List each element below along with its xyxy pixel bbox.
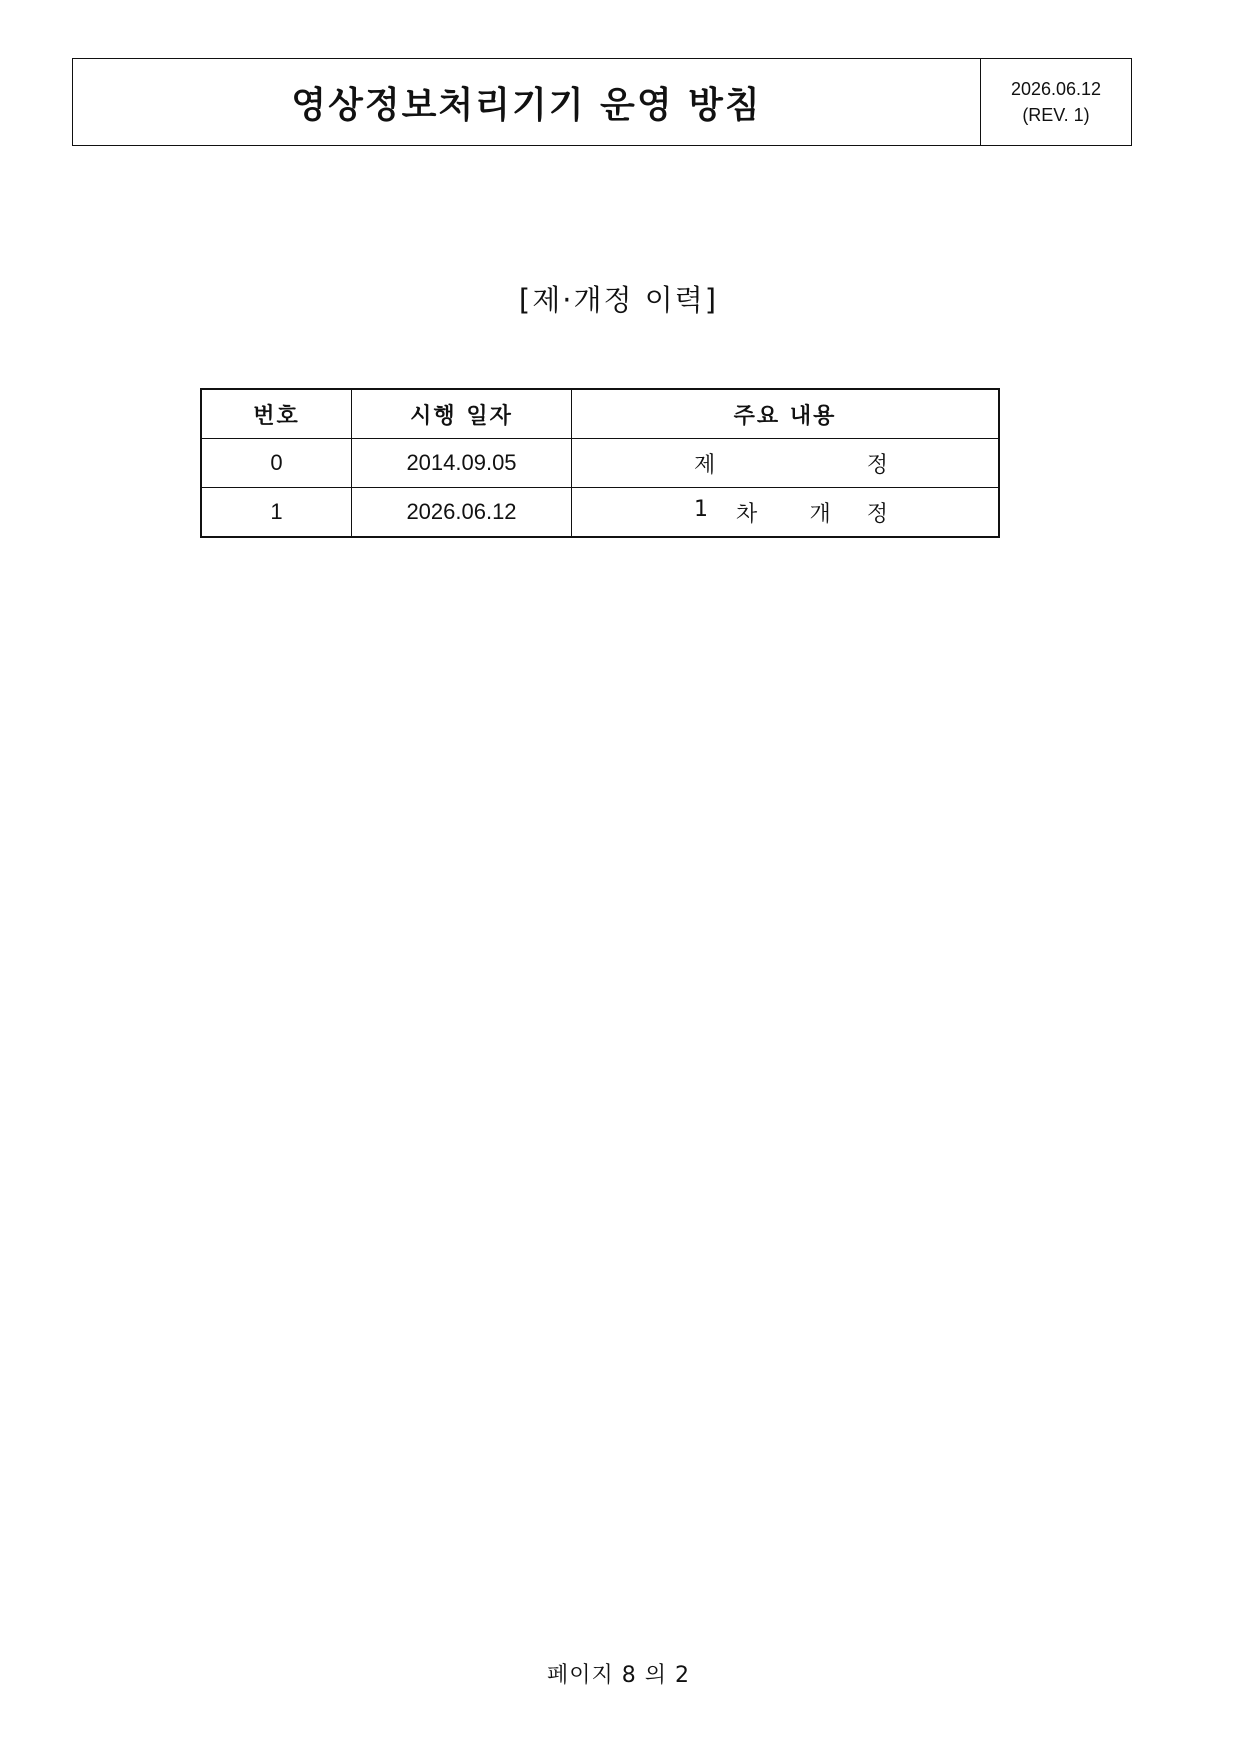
table-header-row xyxy=(201,389,999,439)
revision-number: (REV. 1) xyxy=(1022,105,1090,125)
column-header-date: 시행 일자 xyxy=(352,389,572,439)
table-row xyxy=(201,439,999,488)
row-content-part: 차 xyxy=(736,501,758,527)
column-header-content: 주요 내용 xyxy=(572,389,1000,439)
row-number: 1 xyxy=(201,488,352,538)
row-content-part: 1 xyxy=(694,496,708,522)
page-footer: 페이지 8 의 2 xyxy=(547,1663,690,1688)
row-date: 2026.06.12 xyxy=(352,488,572,538)
column-header-number: 번호 xyxy=(201,389,352,439)
row-content xyxy=(572,488,1000,538)
section-title: [제·개정 이력] xyxy=(518,283,719,317)
revision-history-table xyxy=(200,388,1000,538)
header-title-cell xyxy=(73,59,981,145)
row-content-part: 정 xyxy=(866,452,888,478)
revision-info xyxy=(981,59,1131,145)
row-content-part: 개 xyxy=(809,501,831,527)
row-content-part: 정 xyxy=(866,501,888,527)
document-header xyxy=(72,58,1132,146)
revision-date: 2026.06.12 xyxy=(1010,79,1102,99)
row-date: 2014.09.05 xyxy=(352,439,572,488)
row-content-part: 제 xyxy=(694,452,716,478)
document-title: 영상정보처리기기 운영 방침 xyxy=(291,84,762,126)
table-row xyxy=(201,488,999,538)
row-number: 0 xyxy=(201,439,352,488)
row-content xyxy=(572,439,1000,488)
